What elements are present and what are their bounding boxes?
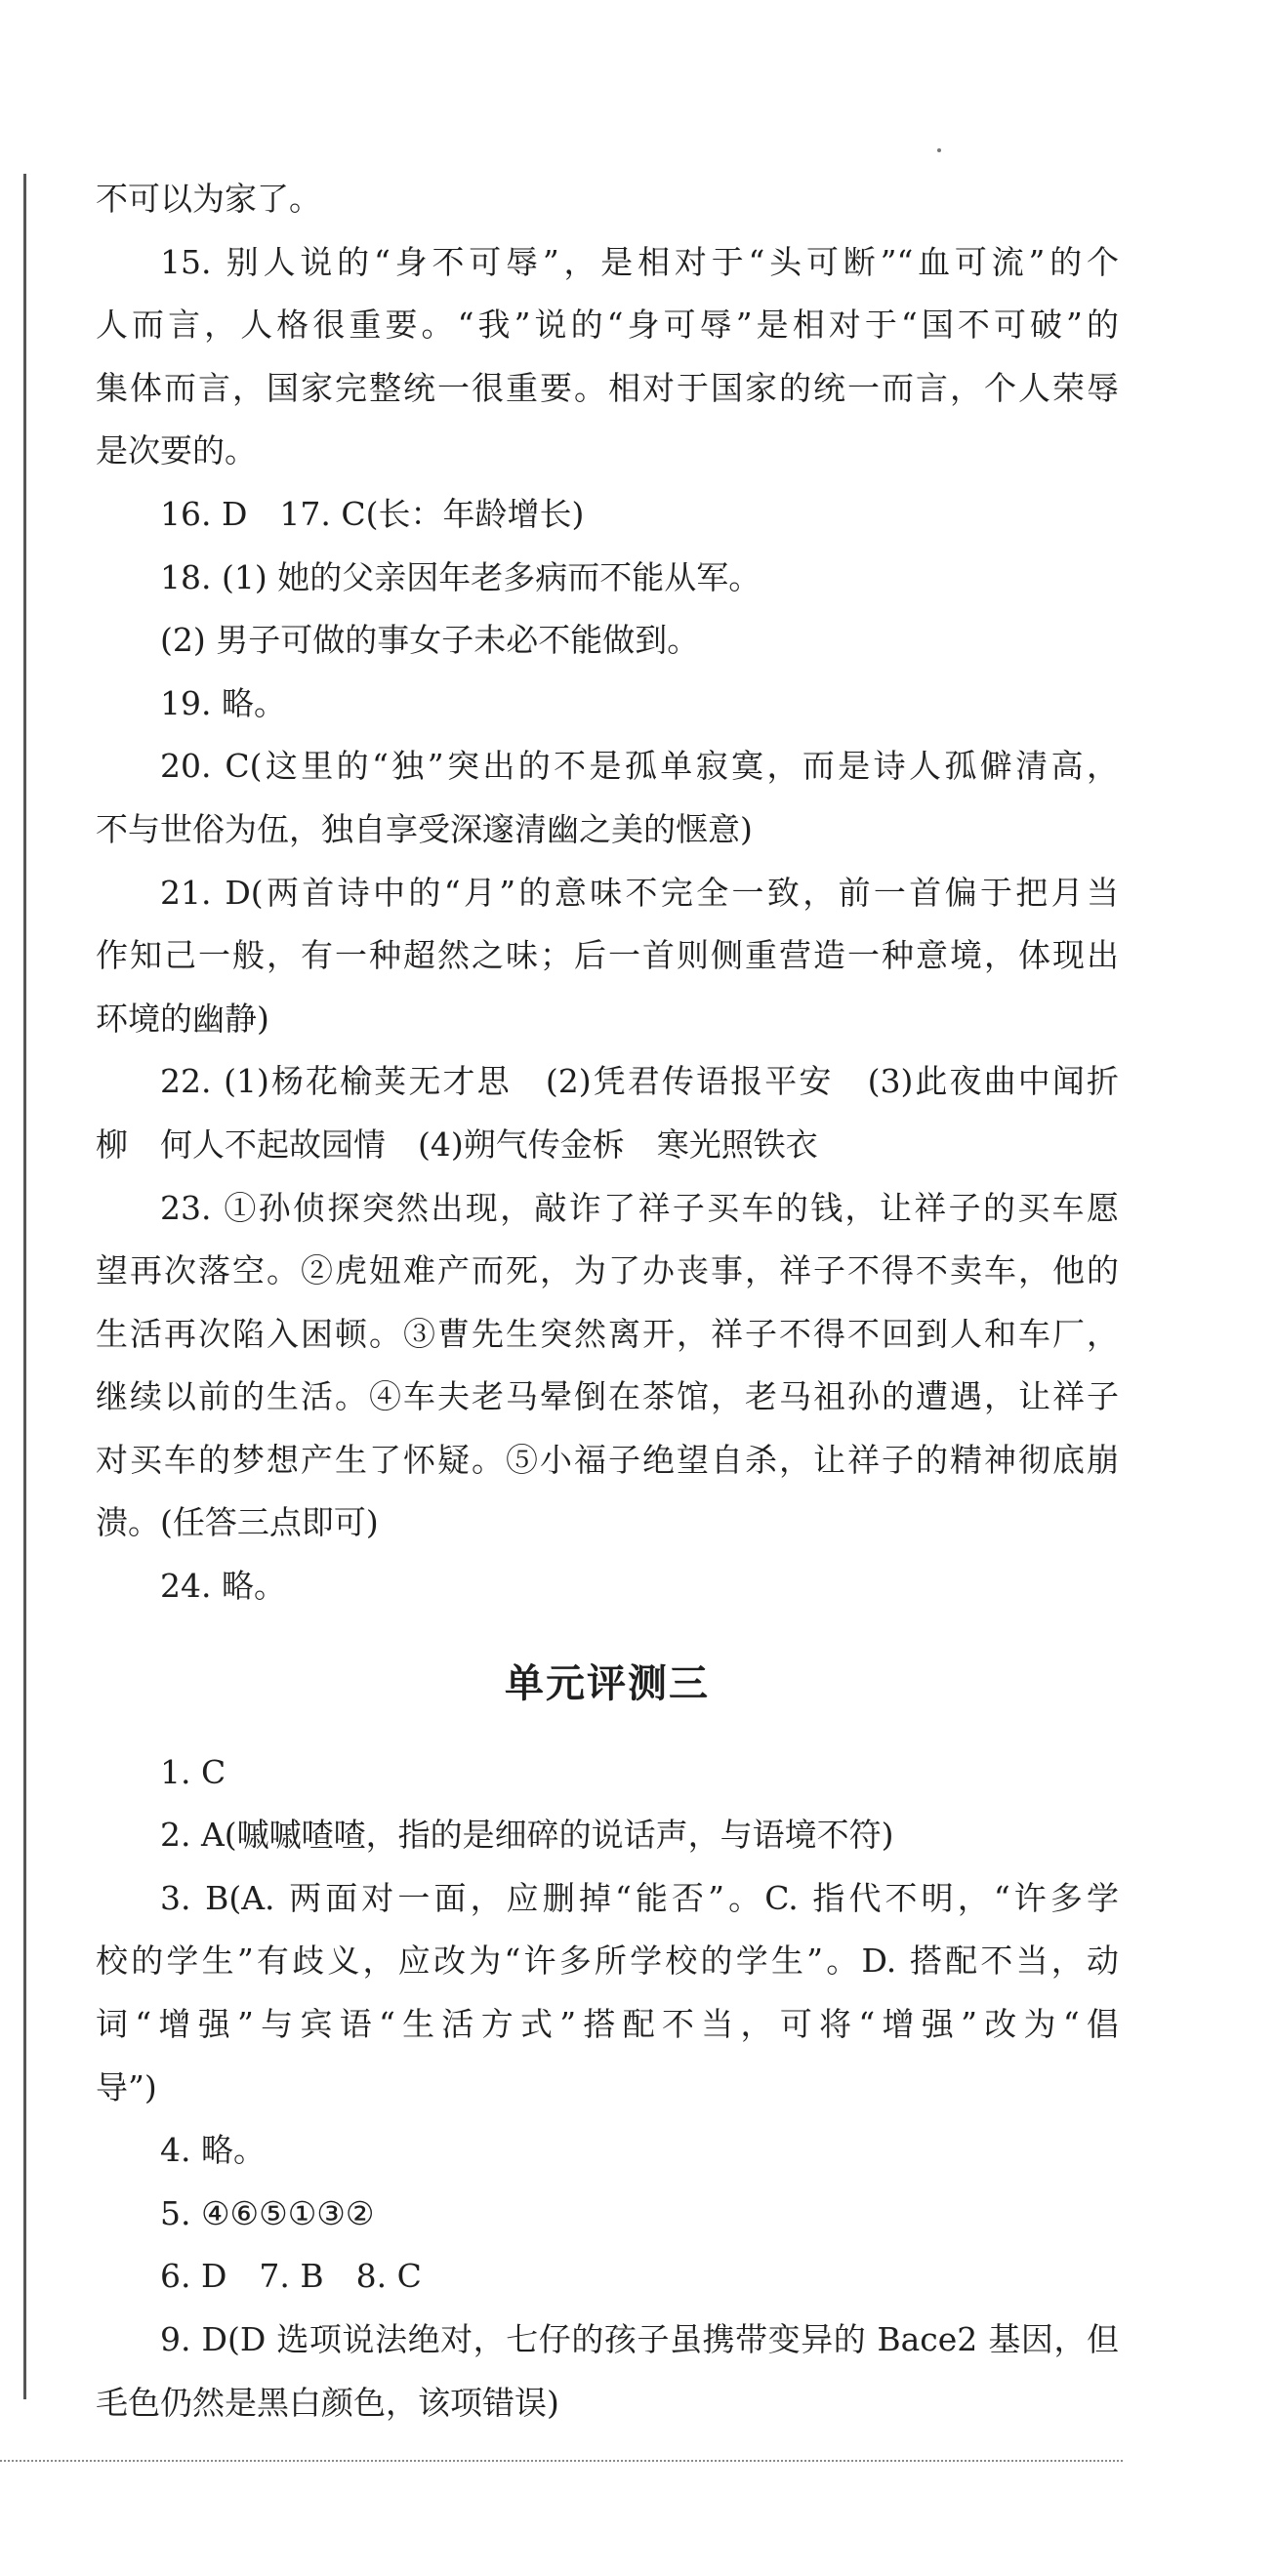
answer-content (96, 168, 1119, 2434)
answer-line: 溃。(任答三点即可) (96, 1503, 379, 1542)
answer-line: 导”) (96, 2067, 157, 2106)
answer-line: 词“增强”与宾语“生活方式”搭配不当，可将“增强”改为“倡 (96, 2005, 1119, 2044)
answer-line: 生活再次陷入困顿。③曹先生突然离开，祥子不得不回到人和车厂， (96, 1314, 1119, 1353)
answer-line: 1. C (160, 1752, 226, 1791)
answer-line: 校的学生”有歧义，应改为“许多所学校的学生”。D. 搭配不当，动 (96, 1942, 1119, 1981)
answer-line: 毛色仍然是黑白颜色，该项错误) (96, 2383, 559, 2422)
answer-line: 3. B(A. 两面对一面，应删掉“能否”。C. 指代不明，“许多学 (160, 1878, 1119, 1917)
answer-line: 是次要的。 (96, 431, 257, 470)
answers-part1 (96, 168, 1119, 1618)
answer-line: 5. ④⑥⑤①③② (160, 2193, 375, 2232)
answer-line: 人而言，人格很重要。“我”说的“身可辱”是相对于“国不可破”的 (96, 306, 1119, 345)
answers-part2 (96, 1741, 1119, 2435)
answer-line: 集体而言，国家完整统一很重要。相对于国家的统一而言，个人荣辱 (96, 368, 1119, 407)
dot-mark (937, 148, 941, 152)
answer-line: 不可以为家了。 (96, 180, 321, 218)
answer-line: 16. D 17. C(长：年龄增长) (160, 494, 585, 533)
answer-line: 望再次落空。②虎妞难产而死，为了办丧事，祥子不得不卖车，他的 (96, 1251, 1119, 1290)
answer-line: 9. D(D 选项说法绝对，七仔的孩子虽携带变异的 Bace2 基因，但 (160, 2320, 1119, 2358)
answer-line: 4. 略。 (160, 2131, 266, 2170)
answer-line: 24. 略。 (160, 1567, 286, 1606)
answer-line: 22. (1)杨花榆荚无才思 (2)凭君传语报平安 (3)此夜曲中闻折 (160, 1062, 1119, 1101)
answer-line: 对买车的梦想产生了怀疑。⑤小福子绝望自杀，让祥子的精神彻底崩 (96, 1440, 1119, 1479)
answer-line: 环境的幽静) (96, 999, 269, 1038)
answer-line: 2. A(嘁嘁喳喳，指的是细碎的说话声，与语境不符) (160, 1816, 894, 1855)
answer-line: 23. ①孙侦探突然出现，敲诈了祥子买车的钱，让祥子的买车愿 (160, 1188, 1119, 1227)
answer-line: 18. (1) 她的父亲因年老多病而不能从军。 (160, 557, 761, 596)
answer-line: 21. D(两首诗中的“月”的意味不完全一致，前一首偏于把月当 (160, 873, 1119, 912)
bottom-dotted-rule (0, 2460, 1123, 2462)
answer-line: 柳 何人不起故园情 (4)朔气传金柝 寒光照铁衣 (96, 1124, 818, 1164)
answer-line: 15. 别人说的“身不可辱”，是相对于“头可断”“血可流”的个 (160, 242, 1119, 281)
section-title: 单元评测三 (505, 1660, 710, 1706)
answer-line: 20. C(这里的“独”突出的不是孤单寂寞，而是诗人孤僻清高， (160, 747, 1119, 786)
answer-line: (2) 男子可做的事女子未必不能做到。 (160, 621, 700, 660)
answer-line: 19. 略。 (160, 683, 286, 722)
answer-line: 继续以前的生活。④车夫老马晕倒在茶馆，老马祖孙的遭遇，让祥子 (96, 1377, 1119, 1416)
answer-line: 6. D 7. B 8. C (160, 2257, 422, 2296)
answer-line: 作知己一般，有一种超然之味；后一首则侧重营造一种意境，体现出 (96, 936, 1119, 975)
left-margin-rule (23, 174, 26, 2399)
answer-line: 不与世俗为伍，独自享受深邃清幽之美的惬意) (96, 809, 753, 848)
